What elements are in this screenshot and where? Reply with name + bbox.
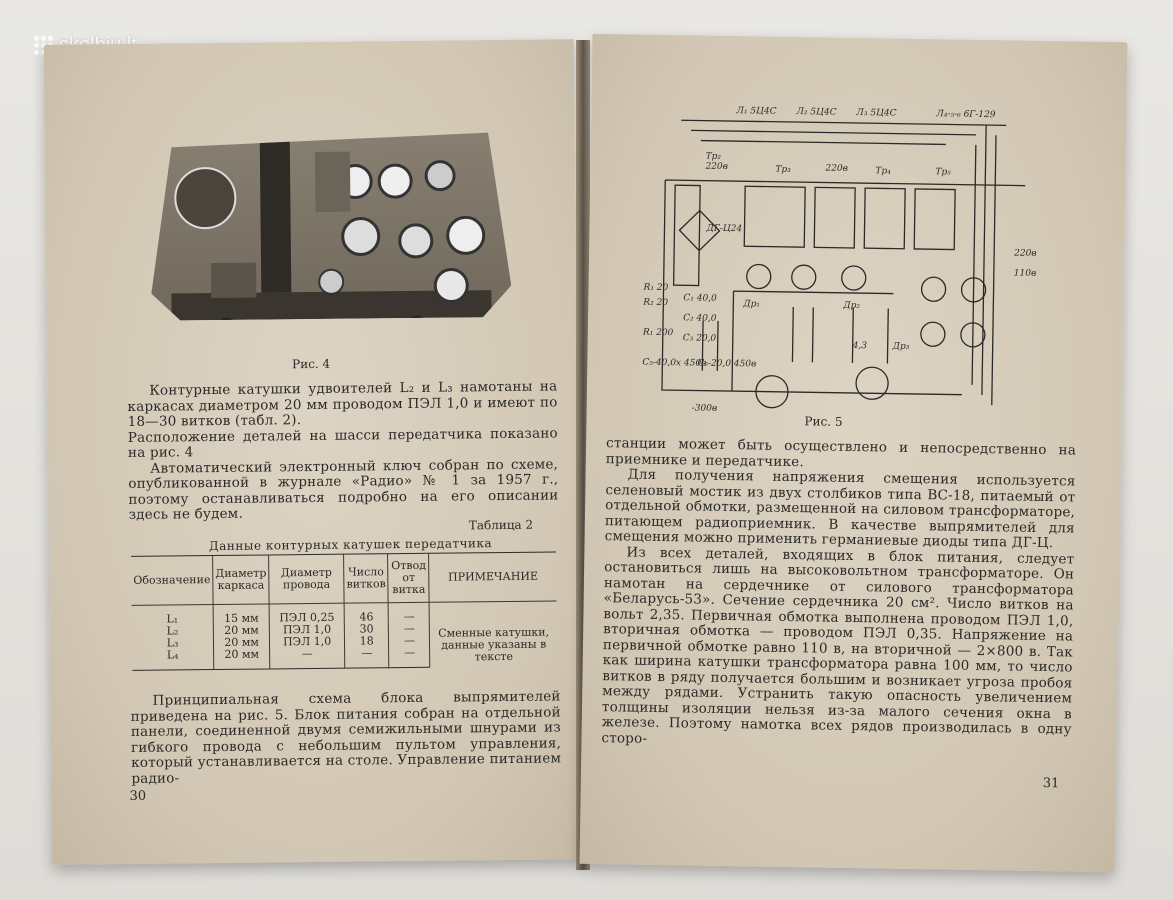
schematic-label: Тр₃ [775,164,791,175]
table-cell: — [389,623,430,635]
schematic-label: Л₂ 5Ц4С [796,107,837,118]
table-cell: — [270,648,345,669]
schematic-label: С₃ 20,0 [682,333,717,344]
schematic-label: 220в [1014,248,1037,259]
paragraph: Принципиальная схема блока выпрямителей приведена на рис. 5. Блок питания собран на отдельной панели, соединенной двумя семижильными шнурами из гибкого провода с небольшим пультом управления, который устанавливается на столе. Управление питанием радио- [130,688,562,787]
table-cell: — [389,635,430,647]
table-cell: 20 мм [214,648,270,669]
coil-data-table [131,551,557,670]
schematic-label: Др₁ [743,299,761,310]
table-cell: L₁ [132,605,214,626]
schematic-label: С₅-40,0х 450в [642,357,707,369]
table-note: Сменные катушки, данные указаны в тексте [430,601,558,667]
table-cell: 30 [344,623,388,635]
schematic-label: 220в [705,161,728,172]
table-header: Обозначение [131,556,213,606]
table-title: Данные контурных катушек передатчика [208,536,493,554]
power-supply-schematic [641,90,1051,426]
table-cell: — [345,647,390,668]
open-book [48,30,1120,870]
page-number: 31 [1042,776,1060,792]
paragraph: Расположение деталей на шасси передатчика показано на рис. 4 [127,424,558,461]
chassis-photo [149,110,511,339]
schematic-label: Тр₄ [875,166,891,177]
table-cell: 18 [345,635,389,647]
schematic-label: С₁ 40,0 [683,293,717,304]
table-header: ПРИМЕЧАНИЕ [429,552,557,602]
schematic-label: -300в [691,403,718,414]
table-cell: ПЭЛ 1,0 [270,636,345,649]
figure-4-caption: Рис. 4 [292,356,331,372]
table-cell: ПЭЛ 1,0 [269,624,344,637]
paragraph: Для получения напряжения смещения используется селеновый мостик из двух столбиков типа ВС-18, питаемый от отдельной обмотки, размещенной на силовом трансформаторе, питающем радиоприемник. В качестве выпрямителей для смещения можно применить германиевые диоды типа ДГ-Ц. [604,466,1076,552]
schematic-label: R₁ 200 [642,327,674,339]
paragraph: станции может быть осуществлено и непосредственно на приемнике и передатчике. [605,435,1077,470]
right-text-block [601,436,1076,753]
table-cell: 20 мм [214,636,270,649]
schematic-label: Л₄-₅-₆ 6Г-129 [936,109,996,121]
schematic-label: Л₃ 5Ц4С [856,108,897,119]
schematic-label: R₁ 20 [643,282,669,294]
table-cell: 15 мм [213,604,269,625]
table-number: Таблица 2 [468,517,534,533]
table-cell: — [389,602,430,623]
schematic-label: Тр₂ [705,151,722,162]
left-text-block-2 [131,689,562,786]
schematic-label: 4,3 [852,340,868,352]
schematic-label: 110в [1013,268,1037,279]
table-cell: 20 мм [213,624,269,637]
table-header: Диаметр провода [269,554,345,604]
paragraph: Из всех деталей, входящих в блок питания, следует остановиться лишь на высоковольтном трансформаторе. Он намотан на сердечнике от силового трансформатора «Беларусь-53». Сечение сердечника 20 см². Число витков на вольт 2,35. Первичная обмотка выполнена проводом ПЭЛ 1,0, вторичная обмотка — проводом ПЭЛ 0,35. Напряжение на первичной обмотке равно 110 в, на вторичной — 2×800 в. Так как ширина катушки трансформатора равна 100 мм, то число витков в ряду получается большим и возникает угроза пробоя между рядами. Устранить такую опасность увеличением толщины изоляции нельзя из-за малого сечения окна в железе. Поэтому намотка всех рядов производилась в одну сторо- [601,543,1075,747]
table-header: Отвод от витка [388,553,430,602]
left-page [44,39,583,865]
right-page [580,34,1128,872]
table-cell: 46 [344,603,389,624]
figure-5-caption: Рис. 5 [804,414,843,429]
schematic-label: 220в [825,163,848,174]
table-cell: L₄ [132,649,214,670]
schematic-label: Др₃ [892,341,910,352]
chassis-illustration [149,110,511,339]
schematic-label: Л₁ 5Ц4С [736,106,777,117]
table-row [132,601,557,626]
left-text-block-1 [127,379,558,523]
paragraph: Автоматический электронный ключ собран по схеме, опубликованной в журнале «Радио» № 1 за 1957 г., поэтому останавливаться подробно на его описании здесь не будем. [128,455,559,523]
schematic-label: С₅-20,0 450в [697,358,757,370]
schematic-label: Др₂ [843,300,861,312]
schematic-label: С₂ 40,0 [683,313,717,324]
table-cell: L₃ [132,637,214,650]
table-cell: L₂ [132,625,214,638]
table-cell: — [389,647,430,668]
page-number: 30 [129,788,147,804]
table-header: Число витков [344,554,389,603]
table-cell: ПЭЛ 0,25 [269,603,344,624]
schematic-label: Тр₅ [935,167,951,178]
paragraph: Контурные катушки удвоителей L₂ и L₃ намотаны на каркасах диаметром 20 мм проводом ПЭЛ 1,0 и имеют по 18—30 витков (табл. 2). [127,378,558,430]
schematic-label: ДГ-Ц24 [706,223,743,235]
table-header: Диаметр каркаса [213,555,270,605]
schematic-label: R₂ 20 [643,297,669,309]
